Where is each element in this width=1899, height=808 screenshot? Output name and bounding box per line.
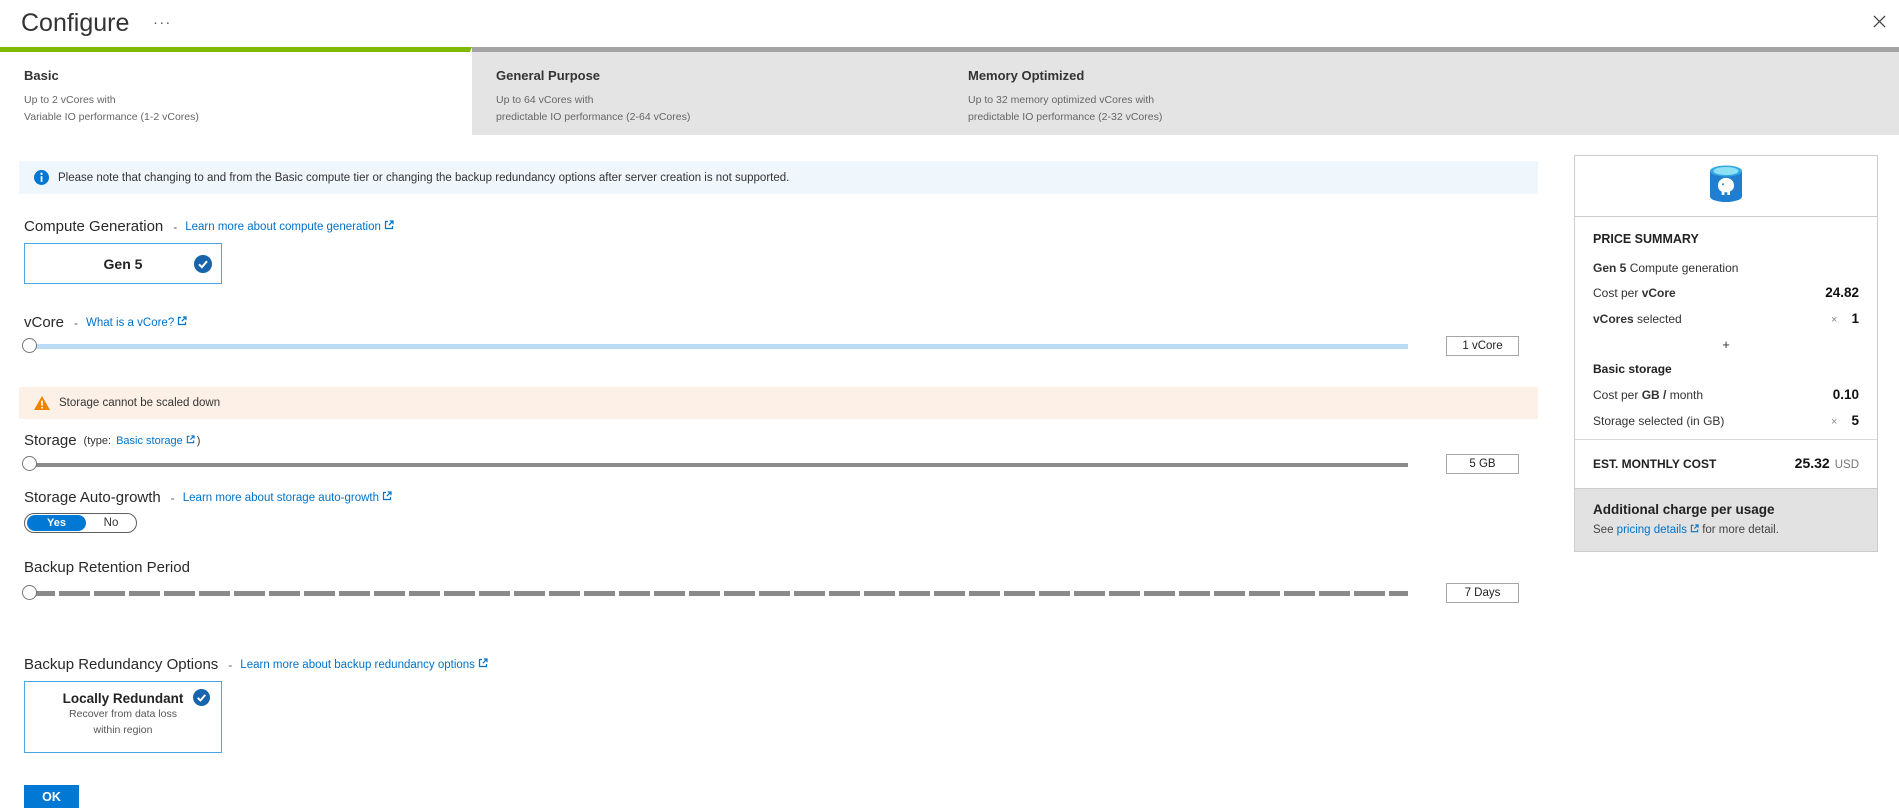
backup-redundancy-learn-more-text: Learn more about backup redundancy options [240, 658, 475, 671]
blade-header [0, 0, 1899, 47]
price-row-value: 5 [1851, 413, 1859, 428]
tab-general-purpose-desc-2: predictable IO performance (2-64 vCores) [496, 110, 691, 123]
price-row-label: Cost per GB / month [1593, 388, 1704, 402]
external-link-icon [177, 316, 187, 329]
tab-memory-optimized[interactable] [944, 47, 1416, 135]
price-gen-rest: Compute generation [1626, 261, 1739, 275]
multiplier-sign: × [1831, 416, 1838, 428]
close-icon [1873, 15, 1886, 32]
info-icon [34, 170, 49, 185]
est-monthly-cost-value: 25.32 [1794, 455, 1830, 471]
price-row-value: 24.82 [1825, 285, 1859, 300]
warning-icon [34, 396, 50, 410]
backup-retention-value-box[interactable]: 7 Days [1446, 583, 1519, 603]
storage-slider-handle[interactable] [22, 456, 37, 471]
label-separator: - [228, 657, 233, 672]
info-banner [19, 161, 1538, 194]
compute-generation-label: Compute Generation [24, 218, 164, 235]
external-link-icon [186, 435, 195, 447]
additional-charge-title: Additional charge per usage [1593, 502, 1775, 517]
storage-label: Storage [24, 432, 77, 449]
price-row-label: vCores selected [1593, 312, 1682, 326]
locally-redundant-desc-2: within region [93, 724, 153, 737]
external-link-icon [478, 658, 488, 671]
storage-slider-track [24, 463, 1408, 467]
vcore-help-link[interactable] [86, 316, 187, 329]
additional-charge-note [1575, 488, 1877, 551]
backup-retention-slider[interactable] [24, 585, 1408, 601]
storage-auto-growth-toggle [24, 513, 137, 533]
selected-check-icon [194, 255, 212, 273]
backup-retention-slider-handle[interactable] [22, 585, 37, 600]
external-link-icon [384, 220, 394, 233]
vcore-slider-track [24, 344, 1408, 349]
tab-general-purpose-desc-1: Up to 64 vCores with [496, 94, 594, 106]
page-title: Configure [21, 9, 130, 37]
price-summary-title: PRICE SUMMARY [1593, 232, 1699, 246]
auto-growth-learn-more-text: Learn more about storage auto-growth [182, 491, 380, 504]
vcore-slider-handle[interactable] [22, 338, 37, 353]
pricing-tier-tabs [0, 47, 1899, 135]
tab-general-purpose[interactable] [472, 47, 944, 135]
price-plus-sign: + [1722, 337, 1730, 352]
backup-redundancy-label: Backup Redundancy Options [24, 656, 219, 673]
price-summary-body [1575, 217, 1877, 488]
tab-basic-desc-2: Variable IO performance (1-2 vCores) [24, 110, 199, 123]
est-monthly-cost-currency: USD [1834, 459, 1859, 471]
tab-memory-optimized-title: Memory Optimized [968, 68, 1085, 83]
price-total-row [1593, 440, 1859, 488]
compute-generation-learn-more-link[interactable] [185, 220, 394, 233]
price-gen-bold: Gen 5 [1593, 261, 1627, 275]
auto-growth-learn-more-link[interactable] [183, 491, 392, 504]
vcore-value-box[interactable]: 1 vCore [1446, 336, 1519, 356]
locally-redundant-desc-1: Recover from data loss [69, 708, 177, 720]
price-storage-header: Basic storage [1593, 362, 1672, 376]
tab-memory-optimized-desc-2: predictable IO performance (2-32 vCores) [968, 110, 1163, 123]
panel-icon-row [1575, 156, 1877, 217]
info-banner-text: Please note that changing to and from the Basic compute tier or changing the backup redundancy options after server creation is not supported. [58, 171, 790, 184]
price-row-label: Storage selected (in GB) [1593, 414, 1725, 428]
tab-basic-desc-1: Up to 2 vCores with [24, 94, 116, 106]
tab-basic[interactable] [0, 47, 472, 135]
price-row-label: Cost per vCore [1593, 286, 1676, 300]
label-separator: - [170, 490, 175, 505]
auto-growth-no-option[interactable]: No [103, 517, 119, 529]
price-row-value: 1 [1851, 311, 1859, 326]
tab-basic-title: Basic [24, 68, 59, 83]
close-button[interactable] [1870, 12, 1889, 36]
pricing-details-link-text: pricing details [1616, 524, 1687, 536]
storage-type-link[interactable] [116, 435, 195, 447]
backup-redundancy-learn-more-link[interactable] [240, 658, 488, 671]
vcore-help-text: What is a vCore? [86, 316, 175, 329]
selected-check-icon [193, 689, 210, 706]
ok-button[interactable]: OK [24, 785, 79, 808]
tab-bar-filler [1416, 47, 1899, 135]
gen5-card-label: Gen 5 [103, 255, 143, 272]
external-link-icon [382, 491, 392, 504]
storage-type-link-text: Basic storage [116, 434, 183, 447]
price-row-value: 0.10 [1832, 387, 1859, 402]
price-gen-line [1593, 261, 1859, 275]
price-summary-panel [1574, 155, 1878, 552]
label-separator: - [173, 219, 178, 234]
locally-redundant-title: Locally Redundant [62, 691, 184, 706]
storage-auto-growth-label: Storage Auto-growth [24, 489, 161, 506]
storage-type-suffix: ) [196, 434, 201, 447]
multiplier-sign: × [1831, 314, 1838, 326]
price-row-cost-per-gb [1593, 387, 1859, 402]
additional-charge-text-post: for more detail. [1699, 524, 1779, 536]
postgresql-database-icon [1709, 165, 1743, 208]
auto-growth-yes-option[interactable]: Yes [27, 515, 86, 531]
storage-value-box[interactable]: 5 GB [1446, 454, 1519, 474]
vcore-label: vCore [24, 314, 65, 331]
backup-redundancy-option-locally-redundant[interactable] [24, 681, 222, 753]
compute-generation-option-gen5[interactable] [24, 243, 222, 284]
context-menu-button[interactable]: ... [153, 11, 172, 28]
storage-slider[interactable] [24, 456, 1408, 472]
storage-warning-text: Storage cannot be scaled down [59, 397, 221, 409]
backup-retention-slider-track [24, 591, 1408, 596]
tab-memory-optimized-desc-1: Up to 32 memory optimized vCores with [968, 94, 1155, 106]
price-row-vcores-selected [1593, 311, 1859, 326]
additional-charge-text [1593, 524, 1859, 536]
additional-charge-text-pre: See [1593, 524, 1617, 536]
tab-general-purpose-title: General Purpose [496, 68, 601, 83]
storage-warning-banner [19, 387, 1538, 419]
est-monthly-cost-label: EST. MONTHLY COST [1593, 457, 1717, 471]
backup-retention-label: Backup Retention Period [24, 559, 190, 576]
vcore-slider[interactable] [24, 338, 1408, 354]
storage-type-prefix: (type: [83, 434, 112, 447]
external-link-icon [1690, 524, 1699, 536]
price-row-storage-selected [1593, 413, 1859, 428]
compute-generation-learn-more-text: Learn more about compute generation [185, 220, 381, 233]
price-row-cost-per-vcore [1593, 285, 1859, 300]
label-separator: - [74, 315, 79, 330]
pricing-details-link[interactable] [1617, 524, 1699, 536]
configure-form [24, 161, 1519, 808]
